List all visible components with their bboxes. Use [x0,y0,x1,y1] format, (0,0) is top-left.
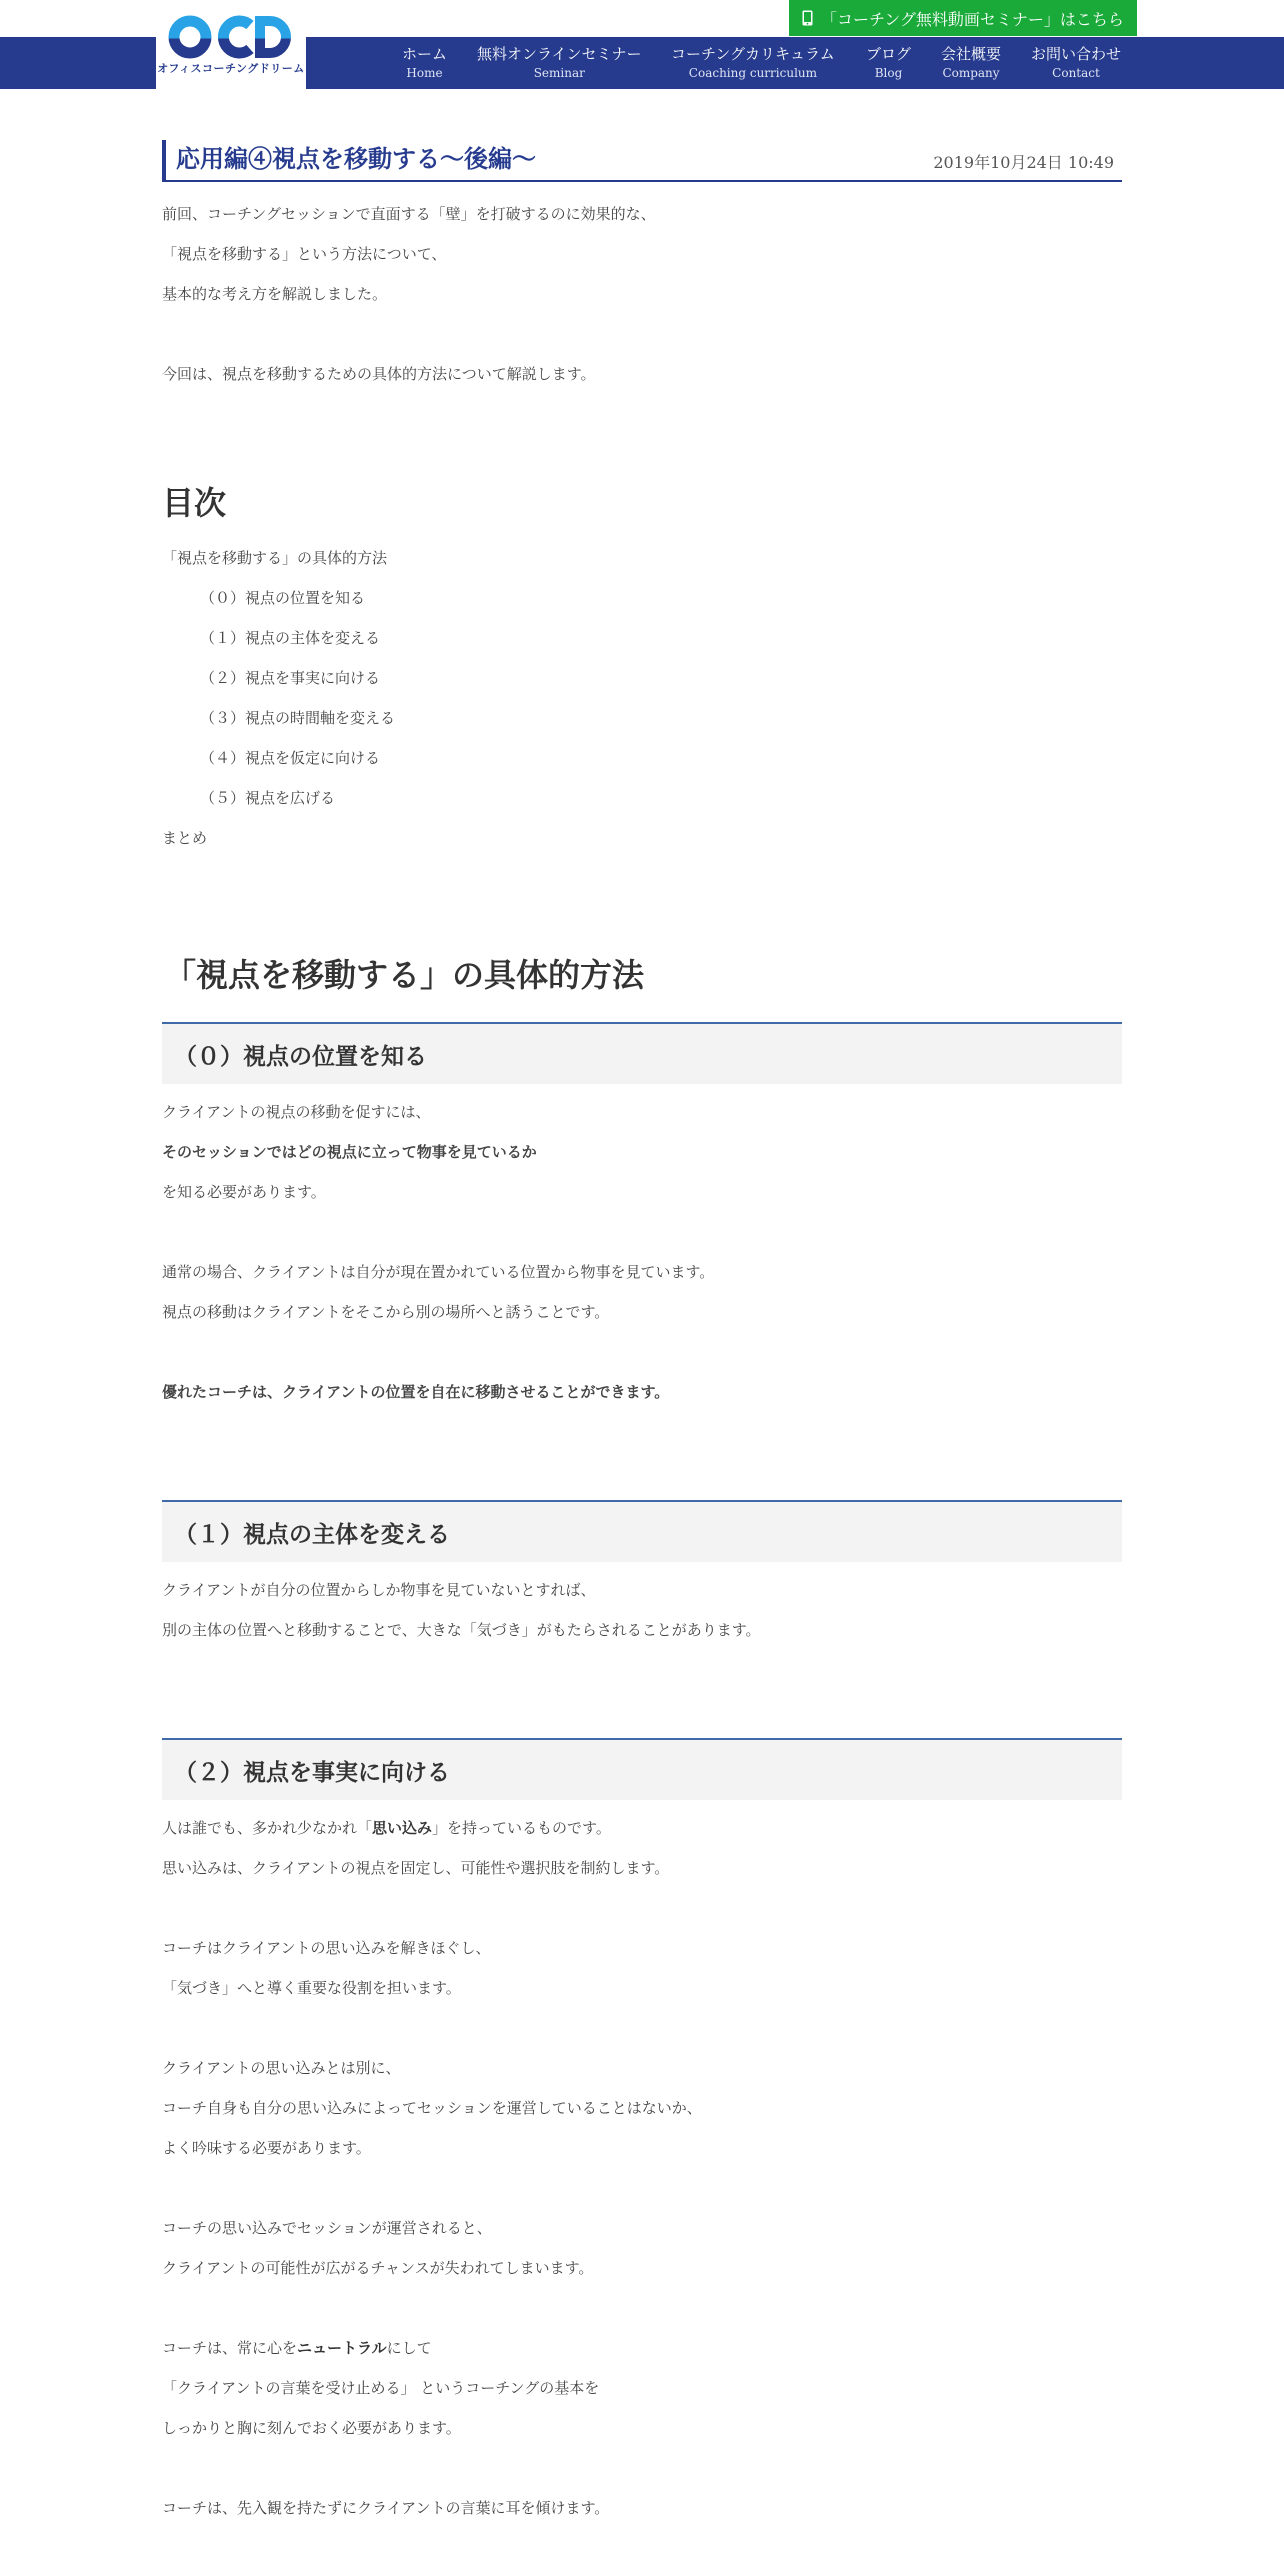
body-line: 別の主体の位置へと移動することで、大きな「気づき」がもたらされることがあります。 [162,1621,761,1639]
post-title-bar [162,140,1122,182]
smartphone-icon [802,10,813,26]
subsection-heading-0 [162,1022,1122,1084]
free-video-seminar-button[interactable] [789,0,1137,36]
nav-blog[interactable] [866,44,911,82]
body-line: よく吟味する必要があります。 [162,2139,371,2157]
nav-curriculum-sub: Coaching curriculum [688,66,818,80]
nav-contact[interactable] [1031,44,1121,82]
toc-item[interactable]: （３）視点の時間軸を変える [200,709,396,727]
nav-seminar-label: 無料オンラインセミナー [477,45,642,63]
body-line [162,2328,1122,2368]
toc-item[interactable]: まとめ [162,829,208,847]
intro [162,194,1122,394]
nav-company-sub: Company [942,66,1000,80]
text-run: 人は誰でも、多かれ少なかれ「 [162,1819,373,1837]
body-line: を知る必要があります。 [162,1183,326,1201]
nav-curriculum[interactable] [671,44,835,82]
nav-company-label: 会社概要 [941,45,1002,63]
toc-title: 目次 [162,484,227,522]
nav-seminar-sub: Seminar [533,66,585,80]
toc [162,538,1122,858]
body-line: 「気づき」へと導く重要な役割を担います。 [162,1979,461,1997]
emphasis: ニュートラル [297,2339,387,2357]
body-line-bold: そのセッションではどの視点に立って物事を見ているか [162,1143,537,1161]
subsection-title: （２）視点を事実に向ける [174,1758,450,1786]
site-logo[interactable] [156,0,306,89]
nav-curriculum-label: コーチングカリキュラム [671,45,835,63]
nav-blog-sub: Blog [874,66,903,80]
text-run: 」を持っているものです。 [432,1819,611,1837]
body-line: コーチは、先入観を持たずにクライアントの言葉に耳を傾けます。 [162,2499,610,2517]
body-line: 「クライアントの言葉を受け止める」 というコーチングの基本を [162,2379,600,2397]
body-line: しっかりと胸に刻んでおく必要があります。 [162,2419,461,2437]
body-line: 思い込みは、クライアントの視点を固定し、可能性や選択肢を制約します。 [162,1859,670,1877]
body-line: コーチ自身も自分の思い込みによってセッションを運営していることはないか、 [162,2099,702,2117]
toc-item[interactable]: 「視点を移動する」の具体的方法 [162,549,388,567]
nav-contact-label: お問い合わせ [1031,45,1122,63]
body-line [162,1808,1122,1848]
ocd-logo-icon [168,14,294,60]
toc-item[interactable]: （４）視点を仮定に向ける [200,749,381,767]
highlight-line: 優れたコーチは、クライアントの位置を自在に移動させることができます。 [162,1383,670,1401]
text-run: にして [386,2339,432,2357]
body-line: クライアントの可能性が広がるチャンスが失われてしまいます。 [162,2259,594,2277]
body-line: クライアントの思い込みとは別に、 [162,2059,401,2077]
body-line: 視点の移動はクライアントをそこから別の場所へと誘うことです。 [162,1303,610,1321]
nav-home[interactable] [402,44,447,82]
subsection-heading-1 [162,1500,1122,1562]
nav-blog-label: ブログ [866,45,912,63]
post-title: 応用編④視点を移動する〜後編〜 [176,144,536,173]
toc-item[interactable]: （５）視点を広げる [200,789,336,807]
subsection-title: （０）視点の位置を知る [174,1042,427,1070]
toc-item[interactable]: （１）視点の主体を変える [200,629,381,647]
cta-label: 「コーチング無料動画セミナー」はこちら [821,9,1124,29]
nav-contact-sub: Contact [1052,66,1100,80]
subsection-title: （１）視点の主体を変える [174,1520,450,1548]
nav-home-label: ホーム [402,45,448,63]
emphasis: 思い込み [372,1819,433,1837]
subsection-heading-2 [162,1738,1122,1800]
text-run: コーチは、常に心を [162,2339,298,2357]
intro-line: 「視点を移動する」という方法について、 [162,245,447,263]
article [162,140,1122,2528]
body-line: 通常の場合、クライアントは自分が現在置かれている位置から物事を見ています。 [162,1263,715,1281]
body-line: クライアントが自分の位置からしか物事を見ていないとすれば、 [162,1581,596,1599]
nav-home-sub: Home [406,66,443,80]
intro-line: 前回、コーチングセッションで直面する「壁」を打破するのに効果的な、 [162,205,656,223]
toc-item[interactable]: （０）視点の位置を知る [200,589,366,607]
logo-text: オフィスコーチングドリーム [157,62,305,75]
body-line: コーチの思い込みでセッションが運営されると、 [162,2219,492,2237]
nav-seminar[interactable] [477,44,642,82]
toc-item[interactable]: （２）視点を事実に向ける [200,669,381,687]
nav-company[interactable] [941,44,1001,82]
post-date: 2019年10月24日 10:49 [933,153,1114,172]
intro-line: 基本的な考え方を解説しました。 [162,285,388,303]
section-title: 「視点を移動する」の具体的方法 [164,956,645,994]
body-line: クライアントの視点の移動を促すには、 [162,1103,431,1121]
body-line: コーチはクライアントの思い込みを解きほぐし、 [162,1939,491,1957]
intro-line: 今回は、視点を移動するための具体的方法について解説します。 [162,365,596,383]
